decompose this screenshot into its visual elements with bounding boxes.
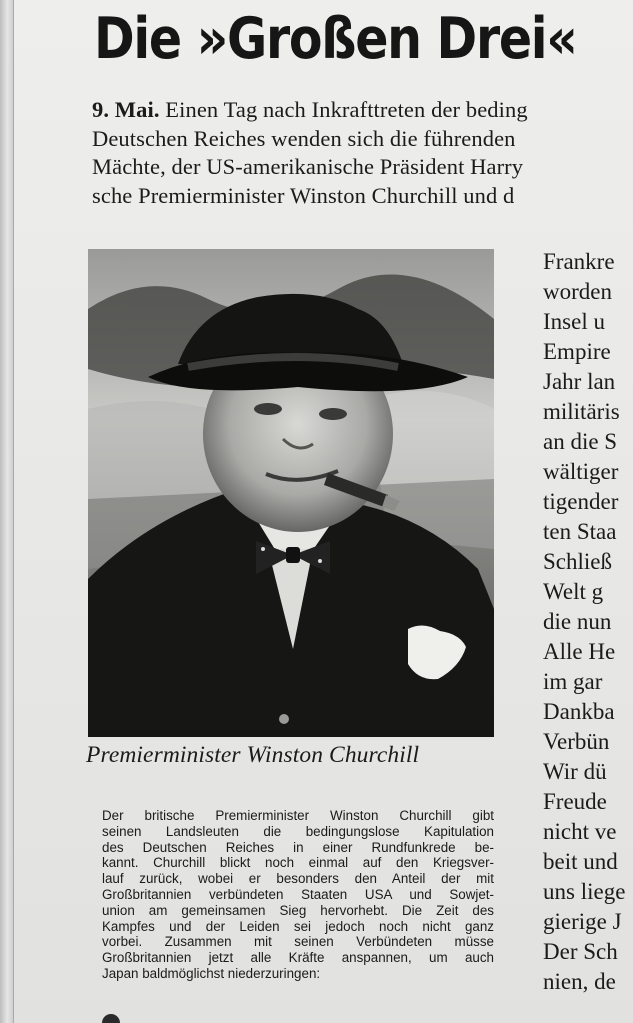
body-line: lauf zurück, wobei er besonders den Anteil der mit bbox=[102, 871, 494, 887]
churchill-portrait-photo bbox=[88, 249, 494, 737]
right-column-line: ten Staa bbox=[543, 519, 617, 544]
right-column-line: Wir dü bbox=[543, 759, 607, 784]
photo-caption: Premierminister Winston Churchill bbox=[86, 742, 420, 768]
body-line: kannt. Churchill blickt noch einmal auf den Kriegsver- bbox=[102, 855, 494, 871]
right-column-line: worden bbox=[543, 279, 612, 304]
right-column-line: Frankre bbox=[543, 249, 615, 274]
right-column-line: Dankba bbox=[543, 699, 615, 724]
right-column-line: gierige J bbox=[543, 909, 622, 934]
headline: Die »Großen Drei« bbox=[94, 6, 577, 72]
body-line: Großbritannien verbündeten Staaten USA und Sowjet- bbox=[102, 886, 494, 902]
right-column-line: die nun bbox=[543, 609, 612, 634]
right-column-line: beit und bbox=[543, 849, 618, 874]
book-spine bbox=[0, 0, 14, 1023]
lead-line: sche Premierminister Winston Churchill und d bbox=[92, 182, 515, 208]
body-line: Der britische Premierminister Winston Churchill gibt bbox=[102, 808, 494, 823]
right-column-line: Welt g bbox=[543, 579, 604, 604]
right-column-line: Insel u bbox=[543, 309, 605, 334]
right-column-line: Empire bbox=[543, 339, 611, 364]
article-body bbox=[102, 808, 494, 982]
right-column-text bbox=[543, 247, 633, 997]
right-column-line: Der Sch bbox=[543, 939, 618, 964]
lead-date: 9. Mai. bbox=[92, 97, 160, 122]
right-column-line: Verbün bbox=[543, 729, 610, 754]
right-column-line: Schließ bbox=[543, 549, 612, 574]
body-line: Großbritannien jetzt alle Kräfte anspannen, um auch bbox=[102, 950, 494, 966]
lead-line: Mächte, der US-amerikanische Präsident Harry bbox=[92, 154, 524, 179]
body-line: Japan baldmöglichst niederzuringen: bbox=[102, 965, 321, 981]
right-column-line: wältiger bbox=[543, 459, 619, 484]
right-column-line: militäris bbox=[543, 399, 620, 424]
lead-line: Deutschen Reiches wenden sich die führenden bbox=[92, 125, 516, 151]
body-line: union am gemeinsamen Sieg hervorhebt. Die Zeit des bbox=[102, 902, 494, 918]
right-column-line: nicht ve bbox=[543, 819, 617, 844]
right-column-line: nien, de bbox=[543, 969, 616, 994]
body-line: des Deutschen Reiches in einer Rundfunkrede be- bbox=[102, 839, 494, 855]
right-column-line: Freude bbox=[543, 789, 607, 814]
lead-paragraph bbox=[92, 96, 633, 210]
lead-line: 9. Mai. Einen Tag nach Inkrafttreten der beding bbox=[92, 97, 528, 122]
right-column-line: an die S bbox=[543, 429, 618, 454]
right-column-line: Alle He bbox=[543, 639, 616, 664]
right-column-line: uns liege bbox=[543, 879, 626, 904]
right-column-line: Jahr lan bbox=[543, 369, 616, 394]
right-column-line: tigender bbox=[543, 489, 619, 514]
right-column-line: im gar bbox=[543, 669, 603, 694]
body-line: seinen Landsleuten die bedingungslose Kapitulation bbox=[102, 823, 494, 839]
body-line: vorbei. Zusammen mit seinen Verbündeten müsse bbox=[102, 934, 494, 950]
next-paragraph-fragment bbox=[102, 1014, 120, 1023]
book-page bbox=[14, 0, 633, 1023]
body-line: Kampfes und der Leiden sei jedoch noch nicht ganz bbox=[102, 918, 494, 934]
